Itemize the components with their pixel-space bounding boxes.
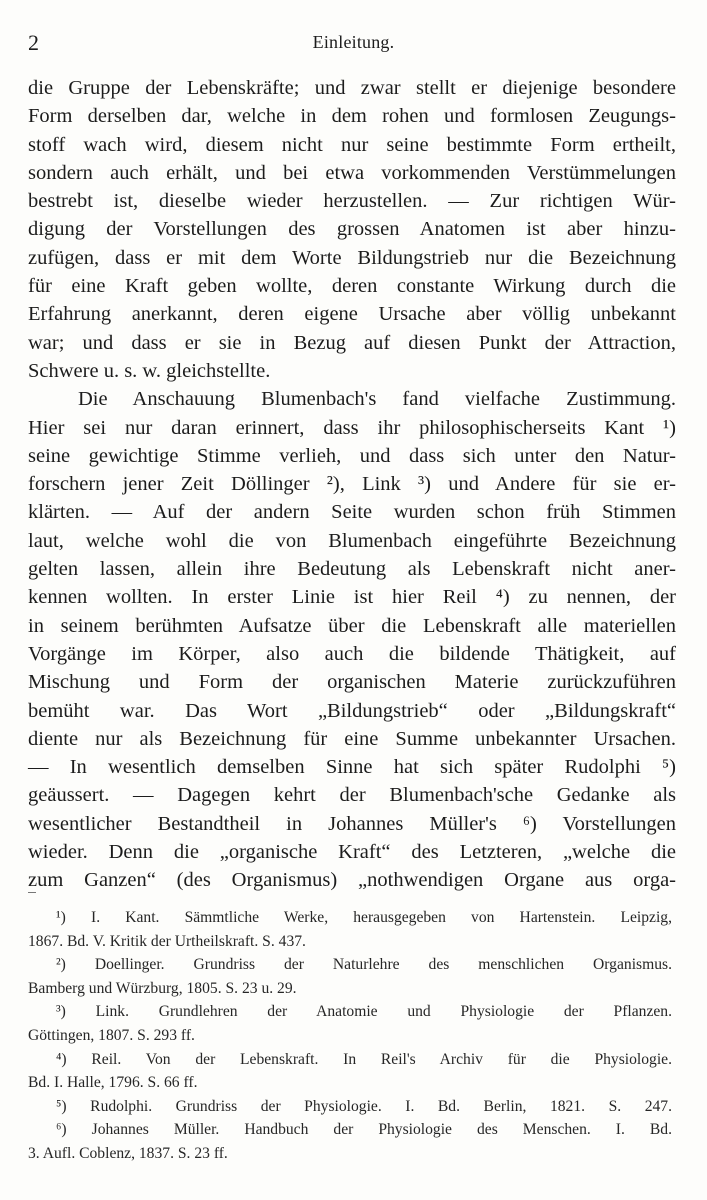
body-line: Mischung und Form der organischen Materie zurückzuführen (28, 671, 676, 694)
footnote-line: 3. Aufl. Coblenz, 1837. S. 23 ff. (28, 1144, 228, 1162)
body-line: sondern auch erhält, und bei etwa vorkommenden Verstümmelungen (28, 161, 676, 184)
body-line: forschern jener Zeit Döllinger ²), Link ³) und Andere für sie er- (28, 473, 676, 496)
footnote-line: Bamberg und Würzburg, 1805. S. 23 u. 29. (28, 979, 297, 997)
body-line: bemüht war. Das Wort „Bildungstrieb“ oder „Bildungskraft“ (28, 699, 676, 722)
body-line: laut, welche wohl die von Blumenbach eingeführte Bezeichnung (28, 529, 676, 552)
body-line: Die Anschauung Blumenbach's fand vielfache Zustimmung. (78, 388, 676, 411)
body-line: wesentlicher Bestandtheil in Johannes Müller's ⁶) Vorstellungen (28, 812, 676, 835)
body-line: wieder. Denn die „organische Kraft“ des Letzteren, „welche die (28, 841, 676, 864)
body-line: in seinem berühmten Aufsatze über die Lebenskraft alle materiellen (28, 614, 676, 637)
body-line: kennen wollten. In erster Linie ist hier Reil ⁴) zu nennen, der (28, 586, 676, 609)
body-line: Form derselben dar, welche in dem rohen und formlosen Zeugungs- (28, 105, 676, 128)
footnote-line: ⁶) Johannes Müller. Handbuch der Physiologie des Menschen. I. Bd. (56, 1121, 672, 1139)
page-number: 2 (28, 30, 39, 55)
page-header (28, 30, 679, 58)
body-line: die Gruppe der Lebenskräfte; und zwar stellt er diejenige besondere (28, 77, 676, 99)
body-line: für eine Kraft geben wollte, deren constante Wirkung durch die (28, 275, 676, 298)
body-line: seine gewichtige Stimme verlieh, und dass sich unter den Natur- (28, 444, 676, 467)
footnote-line: ⁴) Reil. Von der Lebenskraft. In Reil's Archiv für die Physiologie. (56, 1050, 672, 1068)
running-head: Einleitung. (312, 32, 395, 52)
body-line: diente nur als Bezeichnung für eine Summe unbekannter Ursachen. (28, 727, 676, 750)
footnote-line: ³) Link. Grundlehren der Anatomie und Physiologie der Pflanzen. (56, 1003, 672, 1021)
footnote-line: Bd. I. Halle, 1796. S. 66 ff. (28, 1074, 198, 1092)
body-line: Hier sei nur daran erinnert, dass ihr philosophischerseits Kant ¹) (28, 416, 676, 439)
body-line: zufügen, dass er mit dem Worte Bildungstrieb nur die Bezeichnung (28, 246, 676, 269)
body-line: stoff wach wird, diesem nicht nur seine bestimmte Form ertheilt, (28, 133, 676, 156)
footnote-separator (28, 892, 36, 893)
body-line: digung der Vorstellungen des grossen Anatomen ist aber hinzu- (28, 218, 676, 241)
body-line: zum Ganzen“ (des Organismus) „nothwendigen Organe aus orga- (28, 869, 676, 892)
footnotes (28, 906, 672, 1166)
footnote-line: ⁵) Rudolphi. Grundriss der Physiologie. I. Bd. Berlin, 1821. S. 247. (56, 1097, 672, 1115)
body-line: gelten lassen, allein ihre Bedeutung als Lebenskraft nicht aner- (28, 558, 676, 581)
footnote-line: 1867. Bd. V. Kritik der Urtheilskraft. S. 437. (28, 932, 306, 950)
body-line: Erfahrung anerkannt, deren eigene Ursache aber völlig unbekannt (28, 303, 676, 326)
body-line: klärten. — Auf der andern Seite wurden schon früh Stimmen (28, 501, 676, 524)
body-line: Vorgänge im Körper, also auch die bildende Thätigkeit, auf (28, 642, 676, 665)
footnote-line: Göttingen, 1807. S. 293 ff. (28, 1026, 195, 1044)
body-line: war; und dass er sie in Bezug auf diesen Punkt der Attraction, (28, 331, 676, 354)
body-line: geäussert. — Dagegen kehrt der Blumenbach'sche Gedanke als (28, 784, 676, 807)
body-line: — In wesentlich demselben Sinne hat sich später Rudolphi ⁵) (28, 756, 676, 779)
footnote-line: ¹) I. Kant. Sämmtliche Werke, herausgegeben von Hartenstein. Leipzig, (56, 909, 672, 926)
body-line: Schwere u. s. w. gleichstellte. (28, 359, 271, 382)
footnote-line: ²) Doellinger. Grundriss der Naturlehre des menschlichen Organismus. (56, 956, 672, 974)
body-text (28, 74, 676, 895)
body-line: bestrebt ist, dieselbe wieder herzustellen. — Zur richtigen Wür- (28, 190, 676, 213)
